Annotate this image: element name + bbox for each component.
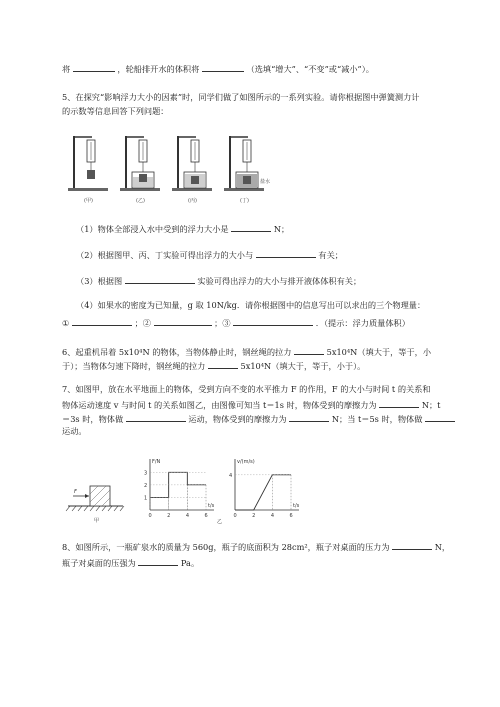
answer-blank[interactable] bbox=[208, 359, 238, 369]
velocity-series-line bbox=[235, 475, 291, 510]
force-label: F bbox=[74, 489, 77, 495]
x-tick-label: 0 bbox=[148, 513, 152, 519]
x-tick-label: 6 bbox=[204, 513, 208, 519]
x-axis-label: t/s bbox=[208, 503, 215, 509]
intro-text-c: （选填“增大”、“不变”或“减小”）。 bbox=[246, 64, 374, 74]
answer-blank[interactable] bbox=[125, 274, 195, 284]
q6-line-2 bbox=[62, 359, 365, 372]
q7-text-1: 7、如图甲，放在水平地面上的物体，受到方向不变的水平推力 F 的作用，F 的大小与时间 t 的关系和 bbox=[62, 384, 431, 394]
answer-blank[interactable] bbox=[73, 62, 115, 72]
q5-sub-2-text: （2）根据图甲、丙、丁实验可得出浮力的大小与 bbox=[76, 250, 254, 260]
q5-sub-1-unit: N； bbox=[273, 224, 290, 234]
apparatus-yi bbox=[120, 136, 160, 191]
q5-sub-4 bbox=[76, 300, 425, 311]
answer-blank[interactable] bbox=[72, 316, 132, 326]
q5-sub-3-text: （3）根据图 bbox=[76, 276, 123, 286]
x-tick-label: 2 bbox=[167, 513, 171, 519]
q7-line-2 bbox=[62, 398, 440, 411]
y-tick-label: 3 bbox=[144, 470, 148, 477]
answer-blank[interactable] bbox=[289, 412, 329, 422]
y-tick-label: 2 bbox=[144, 482, 148, 489]
force-time-graph bbox=[140, 455, 223, 525]
hint-text: ．（提示：浮力质量体积） bbox=[315, 318, 410, 328]
q5-line-1 bbox=[62, 92, 419, 103]
answer-blank[interactable] bbox=[138, 556, 178, 566]
q7-text-3b: 运动，物体受到的摩擦力为 bbox=[188, 414, 287, 424]
q5-sub-3-tail: 实验可得出浮力的大小与排开液体体积有关； bbox=[197, 276, 362, 286]
x-tick-label: 2 bbox=[252, 513, 256, 519]
q7-figure-jia bbox=[68, 478, 128, 528]
y-tick-label: 1 bbox=[144, 495, 148, 502]
q6-text-1b: 5x10⁴N（填大于，等于，小 bbox=[326, 347, 432, 357]
velocity-time-graph bbox=[217, 455, 305, 535]
q7-text-2a: 物体运动速度 v 与时间 t 的关系如图乙，由图像可知当 t＝1s 时，物体受到的摩擦力为 bbox=[62, 400, 377, 410]
answer-blank[interactable] bbox=[154, 316, 212, 326]
q7-line-4 bbox=[62, 426, 87, 437]
q8-line-1 bbox=[62, 540, 450, 553]
apparatus-jia bbox=[68, 136, 108, 191]
liquid-label: 盐水 bbox=[260, 179, 271, 185]
circle-1: ① bbox=[62, 318, 70, 328]
q7-text-3c: N；当 t＝5s 时，物体做 bbox=[331, 414, 423, 424]
circle-2: ；② bbox=[134, 318, 151, 328]
q5-text-1: 5、在探究“影响浮力大小的因素”时，同学们做了如图所示的一系列实验。请你根据图中弹簧测力计 bbox=[62, 92, 420, 102]
apparatus-ding bbox=[224, 136, 270, 191]
intro-text-a: 将 bbox=[62, 64, 71, 74]
q5-sub-2-tail: 有关； bbox=[318, 250, 343, 260]
caption-ding: (丁) bbox=[240, 198, 249, 204]
answer-blank[interactable] bbox=[425, 412, 455, 422]
answer-blank[interactable] bbox=[231, 222, 271, 232]
fig-label-jia: 甲 bbox=[94, 518, 100, 524]
y-tick-label: 4 bbox=[229, 472, 233, 479]
q6-line-1 bbox=[62, 345, 431, 358]
answer-blank[interactable] bbox=[294, 345, 324, 355]
q8-text-2a: 瓶子对桌面的压强为 bbox=[62, 558, 136, 568]
circle-3: ；③ bbox=[214, 318, 231, 328]
x-axis-label: t/s bbox=[293, 503, 300, 509]
caption-yi: (乙) bbox=[136, 198, 145, 204]
q8-line-2 bbox=[62, 556, 199, 569]
q5-line-2 bbox=[62, 106, 168, 117]
q5-sub-4-answers bbox=[62, 316, 410, 329]
q5-sub-2 bbox=[76, 248, 343, 261]
caption-jia: (甲) bbox=[84, 198, 93, 204]
x-tick-label: 4 bbox=[270, 513, 275, 519]
buoyancy-experiment-figure bbox=[62, 130, 282, 210]
q5-sub-1 bbox=[76, 222, 289, 235]
answer-blank[interactable] bbox=[379, 398, 419, 408]
answer-blank[interactable] bbox=[202, 62, 244, 72]
answer-blank[interactable] bbox=[256, 248, 316, 258]
q6-text-1a: 6、起重机吊着 5x10⁴N 的物体，当物体静止时，钢丝绳的拉力 bbox=[62, 347, 292, 357]
q5-sub-3 bbox=[76, 274, 361, 287]
q5-sub-4-text: （4）如果水的密度为已知量，g 取 10N/kg．请你根据图中的信息写出可以求出的三个物理量： bbox=[76, 300, 426, 310]
x-tick-label: 6 bbox=[289, 513, 293, 519]
apparatus-bing bbox=[172, 136, 212, 191]
q7-text-2b: N；t bbox=[421, 400, 441, 410]
q7-line-3 bbox=[62, 412, 455, 425]
q8-text-1a: 8、如图所示，一瓶矿泉水的质量为 560g，瓶子的底面积为 28cm²，瓶子对桌面的压力为 bbox=[62, 542, 390, 552]
q6-text-2a: 于）；当物体匀速下降时，钢丝绳的拉力 bbox=[62, 361, 206, 371]
x-tick-label: 0 bbox=[233, 513, 237, 519]
q6-text-2b: 5x10⁴N（填大于，等于，小于）。 bbox=[240, 361, 366, 371]
q7-text-4: 运动。 bbox=[62, 426, 87, 436]
q7-text-3a: ＝3s 时，物体做 bbox=[62, 414, 124, 424]
x-tick-label: 4 bbox=[185, 513, 190, 519]
fig-label-yi: 乙 bbox=[217, 519, 223, 525]
q8-text-1b: N， bbox=[434, 542, 451, 552]
answer-blank[interactable] bbox=[233, 316, 313, 326]
answer-blank[interactable] bbox=[126, 412, 186, 422]
intro-text-b: ，轮船排开水的体积将 bbox=[117, 64, 200, 74]
q8-text-2b: Pa。 bbox=[180, 558, 200, 568]
answer-blank[interactable] bbox=[392, 540, 432, 550]
intro-line bbox=[62, 62, 374, 75]
q5-sub-1-text: （1）物体全部浸入水中受到的浮力大小是 bbox=[76, 224, 229, 234]
q5-text-2: 的示数等信息回答下列问题： bbox=[62, 106, 169, 116]
q7-line-1 bbox=[62, 384, 431, 395]
y-axis-label: v/(m/s) bbox=[237, 459, 255, 465]
caption-bing: (丙) bbox=[188, 198, 197, 204]
y-axis-label: F/N bbox=[152, 459, 161, 465]
